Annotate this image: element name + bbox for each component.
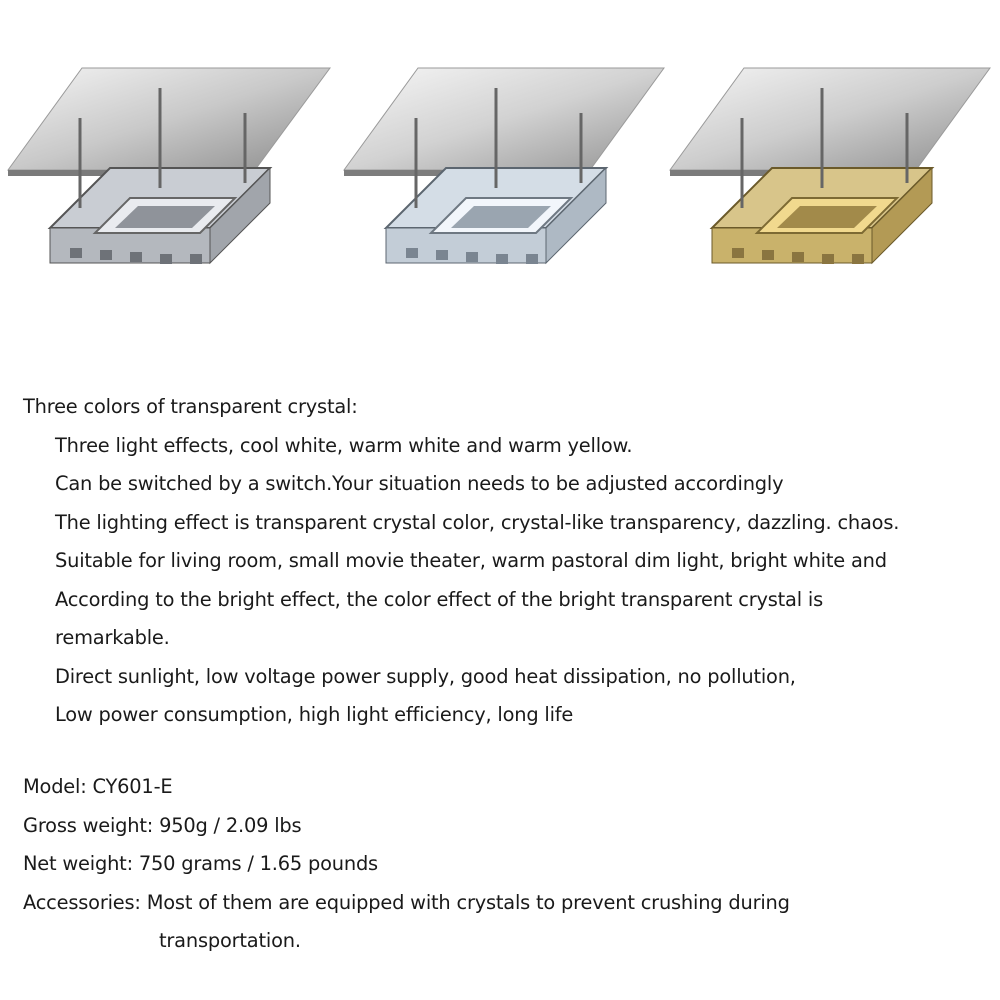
spec-accessories: Accessories: Most of them are equipped with crystals to prevent crushing during [23,890,790,914]
ceiling-lamp-illustration [664,58,1000,288]
description-line: The lighting effect is transparent crystal color, crystal-like transparency, dazzling. chaos. [55,510,900,534]
description-line: Three light effects, cool white, warm white and warm yellow. [55,433,633,457]
description-line: Can be switched by a switch.Your situation needs to be adjusted accordingly [55,472,784,495]
product-image-warm-yellow [664,58,1000,288]
product-specs [23,768,993,961]
description-line: Low power consumption, high light efficiency, long life [55,703,574,726]
description-line: According to the bright effect, the color effect of the bright transparent crystal is [55,587,823,611]
description-line: remarkable. [55,626,170,649]
product-description [23,388,993,735]
product-images-row [0,58,1000,288]
description-heading: Three colors of transparent crystal: [23,395,358,418]
spec-gross-weight: Gross weight: 950g / 2.09 lbs [23,813,302,837]
product-image-cool-white [0,58,336,288]
ceiling-lamp-illustration [334,58,670,288]
spec-net-weight: Net weight: 750 grams / 1.65 pounds [23,852,378,875]
description-line: Direct sunlight, low voltage power supply, good heat dissipation, no pollution, [55,664,796,688]
spec-accessories-continued: transportation. [159,929,301,952]
description-line: Suitable for living room, small movie theater, warm pastoral dim light, bright white and [55,549,887,572]
product-image-warm-white [334,58,670,288]
ceiling-lamp-illustration [0,58,336,288]
spec-model: Model: CY601-E [23,775,173,798]
